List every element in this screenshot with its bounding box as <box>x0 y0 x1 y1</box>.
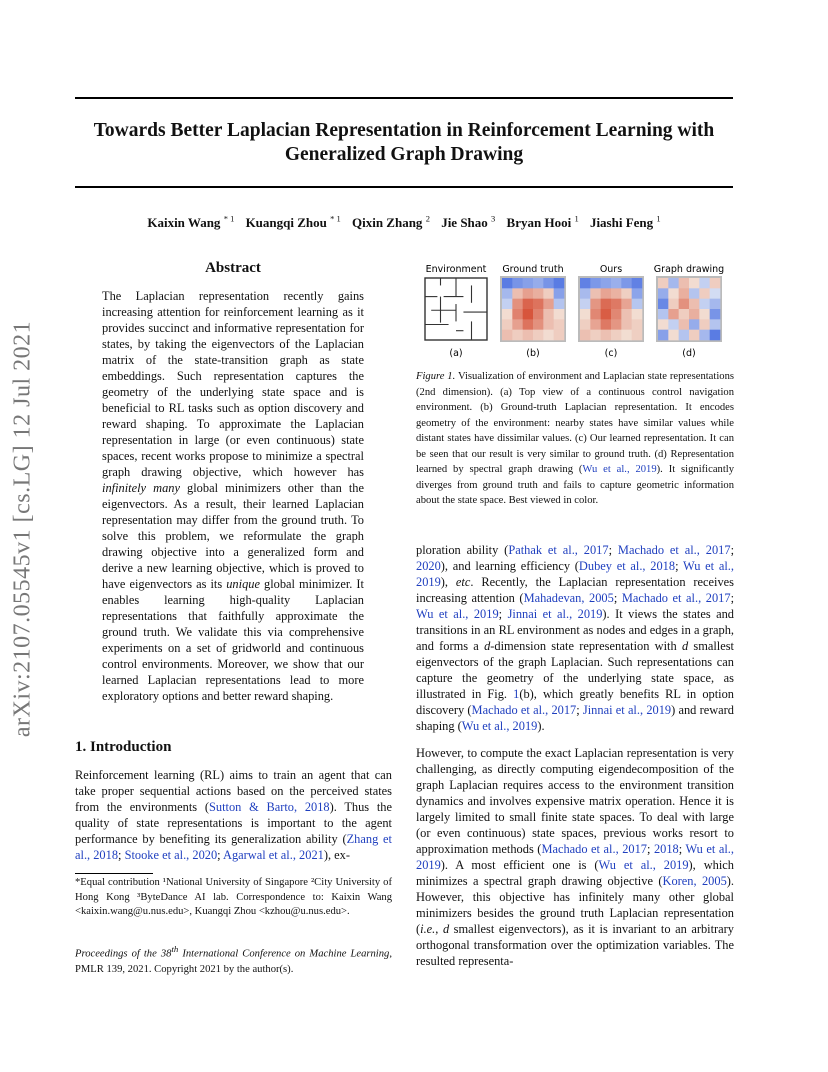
heatmap-cell <box>679 288 690 299</box>
heatmap-cell <box>554 319 565 330</box>
citation-link[interactable]: Wu et al., 2019 <box>416 559 734 589</box>
heatmap-cell <box>543 309 554 320</box>
heatmap-cell <box>699 288 710 299</box>
heatmap-cell <box>699 299 710 310</box>
heatmap-cell <box>554 330 565 341</box>
heatmap-cell <box>580 288 591 299</box>
citation-link[interactable]: Wu et al., 2019 <box>598 858 689 872</box>
heatmap-cell <box>523 330 534 341</box>
heatmap-cell <box>512 278 523 289</box>
heatmap-cell <box>590 309 601 320</box>
author: Kaixin Wang $^{* 1}$ <box>147 214 235 231</box>
author: Jiashi Feng $^1$ <box>589 214 661 231</box>
heatmap-cell <box>543 299 554 310</box>
heatmap-cell <box>611 299 622 310</box>
heatmap-cell <box>590 288 601 299</box>
heatmap-cell <box>590 319 601 330</box>
heatmap-cell <box>523 288 534 299</box>
heatmap-cell <box>590 278 601 289</box>
heatmap-cell <box>689 330 700 341</box>
heatmap-cell <box>632 288 643 299</box>
citation-link[interactable]: Dubey et al., 2018 <box>578 559 676 573</box>
footnote: *Equal contribution ¹National University of Singapore ²City University of Hong Kong ³ByteDance AI lab. Correspondence to: Kaixin Wang <kaixin.wang@u.nus.edu>, Kuangqi Zhou <kzhou@u.nus.edu>. <box>75 877 392 917</box>
panel-title: Ours <box>599 264 623 275</box>
heatmap-cell <box>632 299 643 310</box>
heatmap-cell <box>689 278 700 289</box>
heatmap-cell <box>523 319 534 330</box>
heatmap-cell <box>502 288 513 299</box>
arxiv-id-text: arXiv:2107.05545v1 [cs.LG] 12 Jul 2021 <box>9 320 36 738</box>
citation-link[interactable]: Sutton & Barto, 2018 <box>209 800 330 814</box>
figure-ref-link[interactable]: 1 <box>513 687 520 701</box>
heatmap-cell <box>580 330 591 341</box>
section-heading-introduction: 1. Introduction <box>75 739 172 755</box>
author: Qixin Zhang $^2$ <box>351 214 430 231</box>
citation-link[interactable]: Jinnai et al., 2019 <box>582 703 672 717</box>
heatmap-cell <box>710 278 721 289</box>
heatmap-cell <box>580 299 591 310</box>
heatmap-cell <box>668 319 679 330</box>
heatmap-cell <box>554 278 565 289</box>
panel-label: (b) <box>526 348 540 359</box>
heatmap-cell <box>658 330 669 341</box>
heatmap-cell <box>611 319 622 330</box>
graph-drawing-heatmap <box>656 276 722 342</box>
panel-label: (c) <box>604 348 618 359</box>
heatmap-cell <box>668 278 679 289</box>
citation-link[interactable]: Agarwal et al., 2021 <box>223 848 324 862</box>
figure-1 <box>413 260 733 362</box>
citation-link[interactable]: Wu et al., 2019 <box>582 464 657 475</box>
citation-link[interactable]: Pathak et al., 2017 <box>508 543 609 557</box>
heatmap-cell <box>533 278 544 289</box>
heatmap-cell <box>601 288 612 299</box>
heatmap-cell <box>533 319 544 330</box>
citation-link[interactable]: Wu et al., 2019 <box>461 719 538 733</box>
citation-link[interactable]: 2018 <box>653 842 679 856</box>
heatmap-cell <box>689 288 700 299</box>
panel-label: (a) <box>449 348 463 359</box>
heatmap-cell <box>668 309 679 320</box>
heatmap-cell <box>658 299 669 310</box>
heatmap-cell <box>668 288 679 299</box>
heatmap-cell <box>611 309 622 320</box>
heatmap-cell <box>502 309 513 320</box>
heatmap-cell <box>658 288 669 299</box>
citation-link[interactable]: Machado et al., 2017 <box>621 591 731 605</box>
heatmap-cell <box>512 319 523 330</box>
top-rule <box>75 97 733 99</box>
heatmap-cell <box>710 309 721 320</box>
heatmap-cell <box>632 309 643 320</box>
heatmap-cell <box>512 330 523 341</box>
abstract-heading: Abstract <box>205 260 261 276</box>
heatmap-cell <box>533 288 544 299</box>
heatmap-cell <box>658 278 669 289</box>
heatmap-cell <box>699 319 710 330</box>
heatmap-cell <box>710 299 721 310</box>
panel-label: (d) <box>682 348 696 359</box>
heatmap-cell <box>699 330 710 341</box>
heatmap-cell <box>543 278 554 289</box>
citation-link[interactable]: Jinnai et al., 2019 <box>507 607 603 621</box>
heatmap-cell <box>611 330 622 341</box>
heatmap-cell <box>502 278 513 289</box>
heatmap-cell <box>679 278 690 289</box>
intro-paragraph: Reinforcement learning (RL) aims to train an agent that can take proper sequential actions based on the perceived states from the environments (Sutton & Barto, 2018). Thus the quality of state representations is important to the agent performance by benefiting its generalization ability (Zhang et al., 2018; Stooke et al., 2020; Agarwal et al., 2021), ex- <box>75 768 392 862</box>
heatmap-cell <box>689 309 700 320</box>
heatmap-cell <box>590 330 601 341</box>
heatmap-cell <box>554 309 565 320</box>
heatmap-cell <box>502 319 513 330</box>
heatmap-cell <box>601 319 612 330</box>
citation-link[interactable]: Wu et al., 2019 <box>416 842 735 872</box>
heatmap-cell <box>523 309 534 320</box>
heatmap-cell <box>710 288 721 299</box>
paper-title: Towards Better Laplacian Representation in Reinforcement Learning with Generalized Graph Drawing <box>93 120 715 165</box>
heatmap-cell <box>658 309 669 320</box>
author: Bryan Hooi $^1$ <box>506 214 579 231</box>
proceedings-note: Proceedings of the 38th International Conference on Machine Learning, PMLR 139, 2021. Copyright 2021 by the author(s). <box>75 944 392 975</box>
citation-link[interactable]: Machado et al., 2017 <box>541 842 647 856</box>
heatmap-cell <box>621 309 632 320</box>
heatmap-cell <box>601 299 612 310</box>
environment-panel <box>425 278 487 340</box>
footnote-rule <box>75 873 153 874</box>
heatmap-cell <box>679 330 690 341</box>
heatmap-cell <box>512 299 523 310</box>
heatmap-cell <box>679 299 690 310</box>
citation-link[interactable]: Stooke et al., 2020 <box>124 848 218 862</box>
heatmap-cell <box>533 330 544 341</box>
heatmap-cell <box>699 309 710 320</box>
heatmap-cell <box>502 330 513 341</box>
citation-link[interactable]: Mahadevan, 2005 <box>523 591 614 605</box>
citation-link[interactable]: Machado et al., 2017 <box>617 543 731 557</box>
heatmap-cell <box>632 278 643 289</box>
heatmap-cell <box>543 319 554 330</box>
heatmap-cell <box>689 319 700 330</box>
heatmap-cell <box>580 319 591 330</box>
ours-heatmap <box>578 276 644 342</box>
right-paragraph-1: ploration ability (Pathak et al., 2017; Machado et al., 2017; 2020), and learning efficiency (Dubey et al., 2018; Wu et al., 2019), etc. Recently, the Laplacian representation receives increasing attention (Mahadevan, 2005; Machado et al., 2017; Wu et al., 2019; Jinnai et al., 2019). It views the states and transitions in an RL environment as nodes and edges in a graph, and forms a d-dimension state representation with d smallest eigenvectors of the graph Laplacian. Such representations can capture the geometry of the underlying state space, as illustrated in Fig. 1(b), which greatly benefits RL in option discovery (Machado et al., 2017; Jinnai et al., 2019) and reward shaping (Wu et al., 2019). <box>416 543 735 733</box>
heatmap-cell <box>679 319 690 330</box>
panel-title: Ground truth <box>502 264 564 275</box>
heatmap-cell <box>679 309 690 320</box>
heatmap-cell <box>580 278 591 289</box>
heatmap-cell <box>611 278 622 289</box>
heatmap-cell <box>601 330 612 341</box>
heatmap-cell <box>502 299 513 310</box>
author: Jie Shao $^3$ <box>441 214 496 231</box>
heatmap-cell <box>689 299 700 310</box>
title-rule <box>75 186 733 188</box>
citation-link[interactable]: Machado et al., 2017 <box>471 703 577 717</box>
citation-link[interactable]: 2020 <box>416 559 441 573</box>
heatmap-cell <box>543 330 554 341</box>
heatmap-cell <box>601 309 612 320</box>
panel-title: Graph drawing <box>653 264 725 275</box>
heatmap-cell <box>632 330 643 341</box>
heatmap-cell <box>523 299 534 310</box>
heatmap-cell <box>512 309 523 320</box>
abstract-body: The Laplacian representation recently gains increasing attention for reinforcement learning as it provides succinct and informative representation for states, by taking the eigenvectors of the Laplacian matrix of the state-transition graph as state embeddings. Such representation captures the geometry of the underlying state space and is beneficial to RL tasks such as option discovery and reward shaping. To approximate the Laplacian representation in large (or even continuous) state spaces, recent works propose to minimize a spectral graph drawing objective, which however has infinitely many global minimizers other than the eigenvectors. As a result, their learned Laplacian representation may differ from the ground truth. To solve this problem, we reformulate the graph drawing objective into a generalized form and derive a new learning objective, which is proved to have eigenvectors as its unique global minimizer. It enables learning high-quality Laplacian representations that faithfully approximate the ground truth. We validate this via comprehensive experiments on a set of gridworld and continuous control environments. Moreover, we show that our learned Laplacian representations lead to more exploratory options and better reward shaping. <box>102 289 364 703</box>
heatmap-cell <box>710 319 721 330</box>
figure-caption: Figure 1. Visualization of environment and Laplacian state representations (2nd dimension). (a) Top view of a continuous control navigation environment. (b) Ground-truth Laplacian representation. It encodes geometry of the environment: nearby states have similar values while distant states have dissimilar values. (c) Our learned representation. It can be seen that our result is very similar to ground truth. (d) Representation learned by spectral graph drawing (Wu et al., 2019). It significantly diverges from ground truth and fails to capture geometric information about the state space. Best viewed in color. <box>416 371 734 506</box>
heatmap-cell <box>668 330 679 341</box>
author-list <box>75 214 733 231</box>
heatmap-cell <box>621 278 632 289</box>
right-paragraph-2: However, to compute the exact Laplacian representation is very challenging, as directly computing eigendecomposition of the graph Laplacian requires access to the environment transition dynamics and involves expensive matrix operation. Hence it is largely limited to small finite state spaces. To deal with large (or even continuous) state spaces, previous works resort to approximation methods (Machado et al., 2017; 2018; Wu et al., 2019). A most efficient one is (Wu et al., 2019), which minimizes a spectral graph drawing objective (Koren, 2005). However, this objective has infinitely many other global minimizers besides the ground truth Laplacian representation (i.e., d smallest eigenvectors), as it is invariant to an arbitrary orthogonal transformation over the optimization variables. The resulted representa- <box>416 746 735 968</box>
heatmap-cell <box>611 288 622 299</box>
author: Kuangqi Zhou $^{* 1}$ <box>245 214 341 231</box>
heatmap-cell <box>658 319 669 330</box>
heatmap-cell <box>533 309 544 320</box>
heatmap-cell <box>543 288 554 299</box>
ground-truth-heatmap <box>500 276 566 342</box>
heatmap-cell <box>710 330 721 341</box>
heatmap-cell <box>668 299 679 310</box>
heatmap-cell <box>621 330 632 341</box>
heatmap-cell <box>580 309 591 320</box>
heatmap-cell <box>621 288 632 299</box>
heatmap-cell <box>523 278 534 289</box>
heatmap-cell <box>601 278 612 289</box>
citation-link[interactable]: Koren, 2005 <box>662 874 727 888</box>
heatmap-cell <box>554 299 565 310</box>
heatmap-cell <box>621 319 632 330</box>
heatmap-cell <box>512 288 523 299</box>
citation-link[interactable]: Zhang et al., 2018 <box>75 832 392 862</box>
heatmap-cell <box>699 278 710 289</box>
heatmap-cell <box>590 299 601 310</box>
citation-link[interactable]: Wu et al., 2019 <box>416 607 499 621</box>
heatmap-cell <box>554 288 565 299</box>
heatmap-cell <box>621 299 632 310</box>
heatmap-cell <box>632 319 643 330</box>
heatmap-cell <box>533 299 544 310</box>
panel-title: Environment <box>425 264 487 275</box>
